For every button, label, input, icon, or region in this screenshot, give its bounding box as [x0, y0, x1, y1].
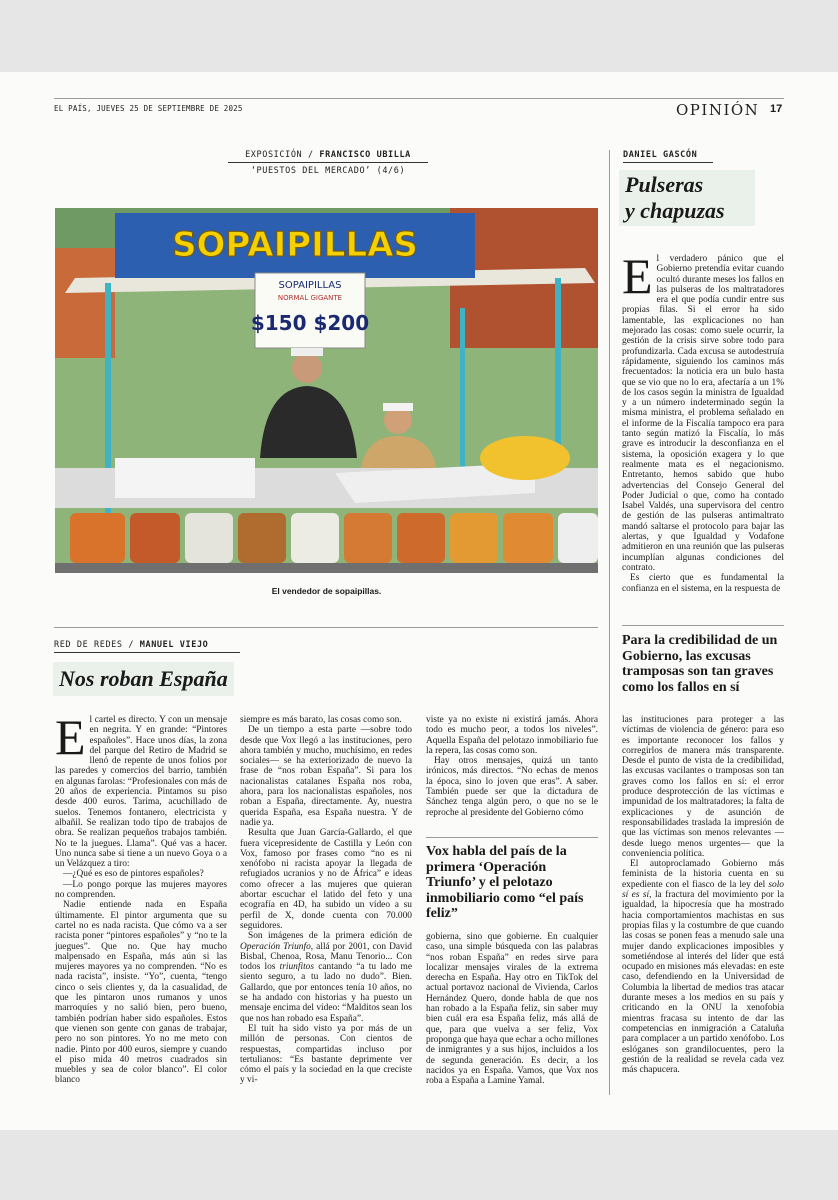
gascon-paragraph-4-b: , la fractura del movimiento por la igualdad, la hipocresía que ha mostrado hacia comportamientos machistas en sus propias filas y la costumbre de que cuando las cosas se ponen feas a menudo sale una mujer dando explicaciones imposibles y sometiéndose al interés del líder que está ocupado en misiones más elevadas: en este caso, defendiendo en la Universidad de Columbia la libertad de medios tras atacar durante meses a los medios en su país y criticando en la ONU la xenofobia mientras fracasa su intento de dar las competencias en inmigración a Cataluña para complacer a un partido xenófobo. Los eslóganes son grandilocuentes, pero la gestión de la realidad se revela cada vez más chapucera.	[622, 890, 784, 1076]
viejo-pull-quote: Vox habla del país de la primera ‘Operación Triunfo’ y el pelotazo inmobiliario como “el país feliz”	[426, 844, 584, 921]
viejo-paragraph-2: —¿Qué es eso de pintores españoles?	[63, 869, 204, 880]
gascon-paragraph-2: Es cierto que es fundamental la confianza en el sistema, en la respuesta de	[622, 573, 784, 594]
gascon-author: DANIEL GASCÓN	[623, 150, 698, 160]
viejo-paragraph-10: viste ya no existe ni existirá jamás. Ahora todo es mucho peor, a todos los niveles”. Aquella España del pelotazo inmobiliario fue la repera, las cosas como son.	[426, 715, 598, 756]
gascon-headline-line1: Pulseras	[625, 172, 704, 197]
exposicion-label: EXPOSICIÓN	[245, 150, 303, 160]
viejo-author: MANUEL VIEJO	[139, 640, 209, 650]
exposicion-series: ‘PUESTOS DEL MERCADO’ (4/6)	[250, 166, 406, 176]
viejo-paragraph-6: De un tiempo a esta parte —sobre todo desde que Vox llegó a las instituciones, pero ahora también y mucho, muchísimo, en redes sociales— se ha exteriorizado de nuevo la frase de “nos roban España”. Si para los nacionalistas catalanes España nos roba, ahora, para los nacionalistas españoles, nos roban a España, directamente. Ay, nuestra querida España, esa España nuestra. Y de nadie ya.	[240, 725, 412, 828]
column-divider	[609, 150, 610, 1095]
viejo-kicker	[54, 640, 240, 653]
kicker-separator: /	[128, 640, 140, 650]
masthead-date: EL PAÍS, JUEVES 25 DE SEPTIEMBRE DE 2025	[54, 104, 243, 113]
viejo-dropcap: E	[55, 709, 86, 765]
gascon-body-top	[622, 248, 784, 594]
viejo-paragraph-7: Resulta que Juan García-Gallardo, el que fuera vicepresidente de Castilla y León con Vox, famoso por frases como “no es ni xenófobo ni racista apoyar la llegada de refugiados ucranios y no de África” e ideas como ofrecer a las mujeres que quieran abortar escuchar el latido del feto y una ecografía en 4D, ha subido un vídeo a su perfil de X, donde cuenta con 70.000 seguidores.	[240, 828, 412, 931]
gascon-pull-quote: Para la credibilidad de un Gobierno, las excusas tramposas son tan graves como los fallos en sí	[622, 633, 778, 695]
viejo-paragraph-8-em2: triunfitos	[279, 962, 315, 973]
gascon-dropcap: E	[622, 248, 653, 304]
viejo-column-3-bottom	[426, 932, 598, 1086]
photo-caption: El vendedor de sopaipillas.	[271, 586, 382, 596]
price-sign-title: SOPAIPILLAS	[278, 280, 342, 291]
viejo-column-3-top	[426, 715, 598, 818]
gascon-pull-rule	[622, 625, 784, 626]
section-rule	[54, 627, 598, 628]
viejo-paragraph-4: Nadie entiende nada en España últimamente. El pintor argumenta que su cartel no es nada racista. Que cómo va a ser racista poner “pintores españoles” y “no te la juegues”. Que no. Que hay mucho malpensado en España, más aún si las mujeres mayores ya no comprenden. “No es nada racista”, insiste. “Yo”, cuenta, “tengo cinco o seis clientes y, da la casualidad, de que les pintaron unos rumanos y unos marroquíes y no salió bien, pero bueno, también podrían haber sido españoles. Estos que vienen son gente con ganas de trabajar, pero no son pintores. Yo no me meto con nadie. Pinto por 400 euros, siempre y cuando el piso mida 40 metros cuadrados sin muebles y sea de color blanco”. El color blanco	[55, 900, 227, 1086]
viejo-label: RED DE REDES	[54, 640, 123, 650]
gascon-paragraph-3: las instituciones para proteger a las víctimas de violencia de género: para eso es importante reconocer los fallos y corregirlos de manera más transparente. Desde el punto de vista de la credibilidad, las excusas vacilantes o tramposas son tan graves como los fallos en sí: el error produce desprotección de las víctimas e impunidad de los maltratadores; la falta de explicaciones y de asunción de responsabilidades traslada la impresión de que las víctimas son menos relevantes —desde luego menos urgentes— que la conveniencia política.	[622, 715, 784, 859]
viejo-paragraph-8	[240, 931, 412, 1024]
viejo-paragraph-8-em1: Operación Triunfo	[240, 941, 311, 952]
viejo-headline: Nos roban España	[53, 662, 234, 696]
viejo-pull-rule	[426, 837, 598, 838]
gascon-paragraph-1-text: l verdadero pánico que el Gobierno pretendía evitar cuando ocultó durante meses los fallos en las pulseras de los maltratadores era el que podía cundir entre sus propias filas. Si el error ha sido lamentable, las explicaciones no han mejorado las cosas: como suele ocurrir, la gestión de la crisis sirve sobre todo para profundizarla. Cada excusa se autodestruía rápidamente, siguiendo los caminos más frecuentados: la noticia era un bulo hasta que se vio que no lo era, afectaría a un 1% de los casos según la ministra de Igualdad y a un número indeterminado según la misma ministra, el problema señalado en el informe de la Fiscalía tampoco era para tanto según matizó la Fiscalía, lo más grave es introducir la desconfianza en el sistema, la oposición exagera y lo que realmente mata es el negacionismo. Entretanto, hemos sabido que hubo advertencias del Consejo General del Poder Judicial o que, como ha contado Isabel Valdés, una supervisora del centro de gestión de las pulseras antimaltrato mandó saltarse el protocolo para bajar las alertas, y que Igualdad y Vodafone admitieron en una reunión que las pulseras incumplían algunas condiciones del contrato.	[622, 254, 784, 573]
exposicion-kicker	[228, 150, 428, 163]
gascon-headline-line2: y chapuzas	[625, 198, 725, 223]
header-rule	[54, 98, 784, 99]
gascon-paragraph-4-em: solo sí es sí	[622, 879, 784, 901]
section-name: OPINIÓN	[676, 101, 760, 119]
gascon-kicker	[623, 150, 713, 163]
market-stall-photo	[55, 208, 598, 573]
price-sign-prices: $150 $200	[250, 311, 370, 335]
page-number: 17	[770, 103, 783, 115]
viejo-paragraph-12: gobierna, sino que gobierne. En cualquier caso, una simple búsqueda con las palabras “nos roban España” en redes sirve para localizar mensajes virales de la extrema derecha en España. Hay otro en TikTok del actual portavoz nacional de Vivienda, Carlos Hernández Quero, donde habla de que nos han robado a la España feliz, sin saber muy bien cuál era esa España feliz, más allá de que, para que vuelva a ser feliz, Vox proponga que haya que echar a ocho millones de inmigrantes y a sus hijos, incluidos a los de segunda generación. Es decir, a los nacidos ya en España. Vamos, que Vox nos roba a España a Lamine Yamal.	[426, 932, 598, 1087]
exposicion-author: FRANCISCO UBILLA	[319, 150, 411, 160]
viejo-column-2	[240, 715, 412, 1086]
viejo-paragraph-3: —Lo pongo porque las mujeres mayores no comprenden.	[55, 879, 227, 901]
viejo-paragraph-5: siempre es más barato, las cosas como son.	[240, 715, 402, 725]
viejo-paragraph-11: Hay otros mensajes, quizá un tanto irónicos, más directos. “No echas de menos la época, sino lo joven que eras”. A saber. También puede ser que la dictadura de Sánchez tenga algún pero, o que no se le reproche al presidente del Gobierno cómo	[426, 756, 598, 818]
viejo-column-1	[55, 709, 227, 1086]
price-sign-labels: NORMAL GIGANTE	[277, 294, 343, 302]
viejo-paragraph-8-b: , allá por 2001, con David Bisbal, Chenoa, Rosa, Manu Tenorio... Con todos los	[240, 941, 412, 973]
stall-sign-text: SOPAIPILLAS	[172, 225, 418, 265]
kicker-separator: /	[307, 150, 320, 160]
gascon-headline	[619, 170, 755, 226]
gascon-body-bottom	[622, 715, 784, 1075]
gascon-paragraph-1	[622, 248, 784, 573]
viejo-paragraph-8-c: cantando “a tu lado me siento seguro, a tu lado no dudo”. Bien. Gallardo, que por entonces tenía 10 años, no se ha andado con historias y ha puesto un mensaje encima del vídeo: “Malditos sean los que nos han robado esa España”.	[240, 962, 413, 1024]
viejo-paragraph-9: El tuit ha sido visto ya por más de un millón de personas. Con cientos de respuestas, compartidas incluso por tertulianos: “Es bastante deprimente ver cómo el país y la sociedad en la que creciste y vi-	[240, 1023, 412, 1086]
viejo-paragraph-1	[55, 709, 227, 870]
gascon-paragraph-4	[622, 859, 784, 1075]
viejo-paragraph-1-text: l cartel es directo. Y con un mensaje en negrita. Y en grande: “Pintores españoles”. Hace unos días, la zona del parque del Retiro de Madrid se llenó de repente de unos folios por las paredes y comercios del barrio, también en algunas farolas: “Profesionales con más de 20 años de experiencia. Pintamos su piso desde 400 euros. Tarima, acuchillado de suelos. Tenemos fontanero, electricista y albañil. Se realizan todo tipo de trabajos de obra. Se realizan pequeños trabajos también. No te la juegues. Llama”. Qué vas a hacer. Uno nunca sabe si tiene a un nuevo Goya o a un Velázquez a tiro:	[55, 715, 227, 870]
photo-illustration	[55, 208, 598, 573]
gascon-paragraph-4-a: El autoproclamado Gobierno más feminista de la historia cuenta en su expediente con el fiasco de la ley del	[622, 859, 784, 890]
viejo-paragraph-8-a: Son imágenes de la primera edición de	[248, 931, 412, 942]
